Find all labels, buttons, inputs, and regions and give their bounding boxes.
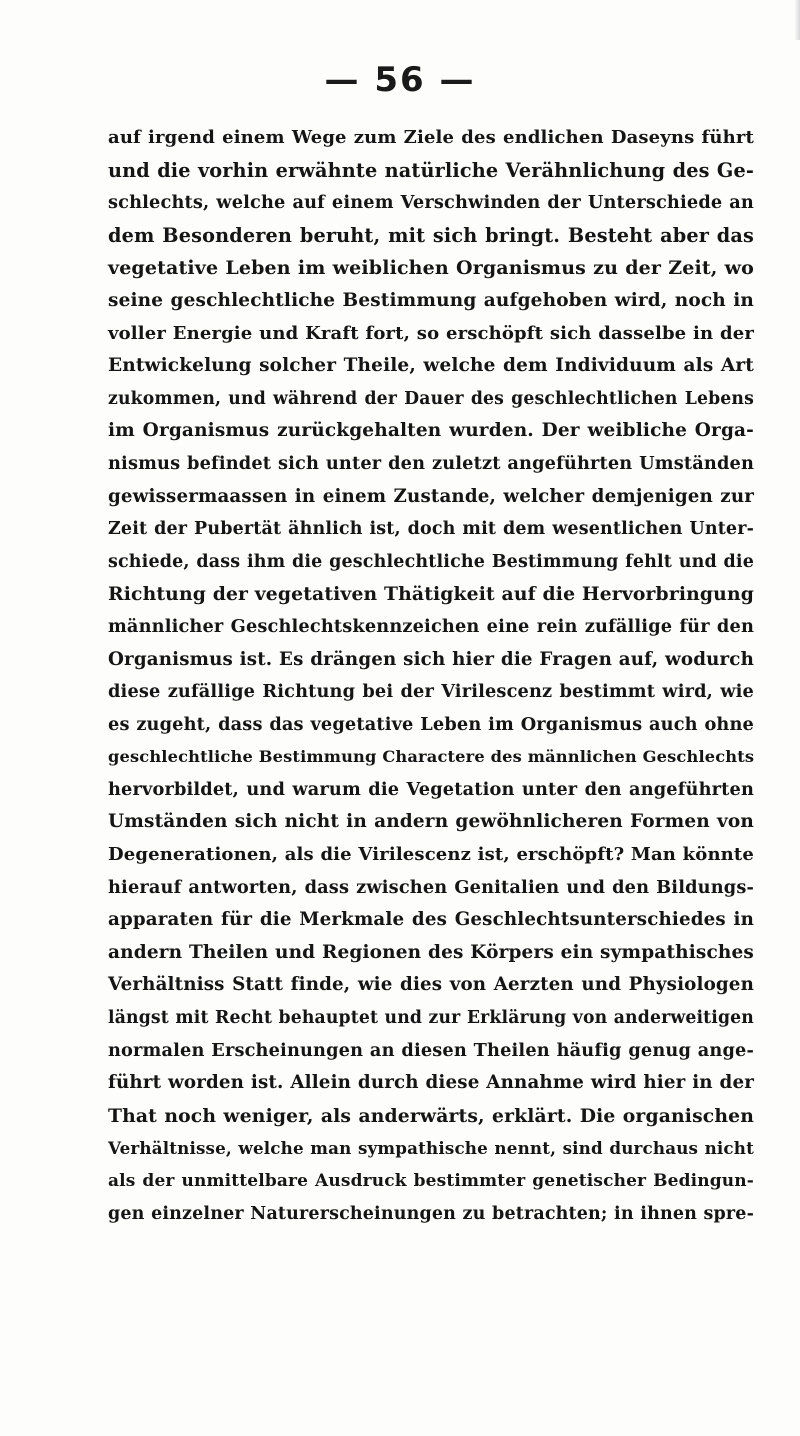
text-line: auf irgend einem Wege zum Ziele des endlichen Daseyns führt: [108, 127, 754, 148]
text-line: männlicher Geschlechtskennzeichen eine rein zufällige für den: [108, 615, 754, 637]
text-line: geschlechtliche Bestimmung Charactere des männlichen Geschlechts: [108, 747, 755, 767]
text-line: Richtung der vegetativen Thätigkeit auf die Hervorbringung: [108, 583, 754, 606]
text-line: führt worden ist. Allein durch diese Annahme wird hier in der: [108, 1072, 754, 1094]
text-line: hervorbildet, und warum die Vegetation unter den angeführten: [108, 778, 754, 800]
text-line: dem Besonderen beruht, mit sich bringt. Besteht aber das: [108, 223, 754, 247]
text-line: Degenerationen, als die Virilescenz ist, erschöpft? Man könnte: [108, 844, 754, 866]
text-line: als der unmittelbare Ausdruck bestimmter genetischer Bedingun-: [108, 1171, 754, 1191]
text-line: schiede, dass ihm die geschlechtliche Bestimmung fehlt und die: [108, 551, 754, 572]
text-line: apparaten für die Merkmale des Geschlechtsunterschiedes in: [108, 909, 754, 931]
text-line: diese zufällige Richtung bei der Virilescenz bestimmt wird, wie: [108, 681, 754, 703]
text-line: Verhältnisse, welche man sympathische nennt, sind durchaus nicht: [108, 1138, 754, 1159]
text-line: und die vorhin erwähnte natürliche Verähnlichung des Ge-: [108, 158, 754, 182]
text-line: Verhältniss Statt finde, wie dies von Aerzten und Physiologen: [108, 974, 754, 996]
text-line: andern Theilen und Regionen des Körpers ein sympathisches: [108, 941, 754, 963]
text-line: Organismus ist. Es drängen sich hier die Fragen auf, wodurch: [108, 648, 754, 670]
text-line: seine geschlechtliche Bestimmung aufgehoben wird, noch in: [108, 289, 754, 311]
text-line: That noch weniger, als anderwärts, erklärt. Die organischen: [108, 1104, 754, 1127]
text-line: hierauf antworten, dass zwischen Genitalien und den Bildungs-: [108, 876, 754, 898]
text-line: vegetative Leben im weiblichen Organismus zu der Zeit, wo: [108, 257, 754, 280]
text-line: es zugeht, dass das vegetative Leben im Organismus auch ohne: [108, 713, 754, 735]
text-line: schlechts, welche auf einem Verschwinden der Unterschiede an: [108, 192, 754, 214]
text-line: im Organismus zurückgehalten wurden. Der weibliche Orga-: [108, 420, 754, 442]
text-line: längst mit Recht behauptet und zur Erklärung von anderweitigen: [108, 1008, 754, 1029]
page-edge-shadow: [794, 0, 800, 40]
text-line: gen einzelner Naturerscheinungen zu betrachten; in ihnen spre-: [108, 1203, 754, 1224]
text-line: Umständen sich nicht in andern gewöhnlicheren Formen von: [108, 811, 754, 833]
page-number: — 56 —: [324, 60, 476, 100]
text-line: voller Energie und Kraft fort, so erschöpft sich dasselbe in der: [108, 322, 754, 344]
text-line: nismus befindet sich unter den zuletzt angeführten Umständen: [108, 452, 754, 474]
text-line: Entwickelung solcher Theile, welche dem Individuum als Art: [108, 355, 754, 377]
text-line: Zeit der Pubertät ähnlich ist, doch mit dem wesentlichen Unter-: [108, 519, 754, 540]
text-line: normalen Erscheinungen an diesen Theilen häufig genug ange-: [108, 1039, 754, 1061]
text-line: gewissermaassen in einem Zustande, welcher demjenigen zur: [108, 485, 754, 507]
body-text: [108, 122, 754, 1230]
text-line: zukommen, und während der Dauer des geschlechtlichen Lebens: [108, 388, 754, 409]
